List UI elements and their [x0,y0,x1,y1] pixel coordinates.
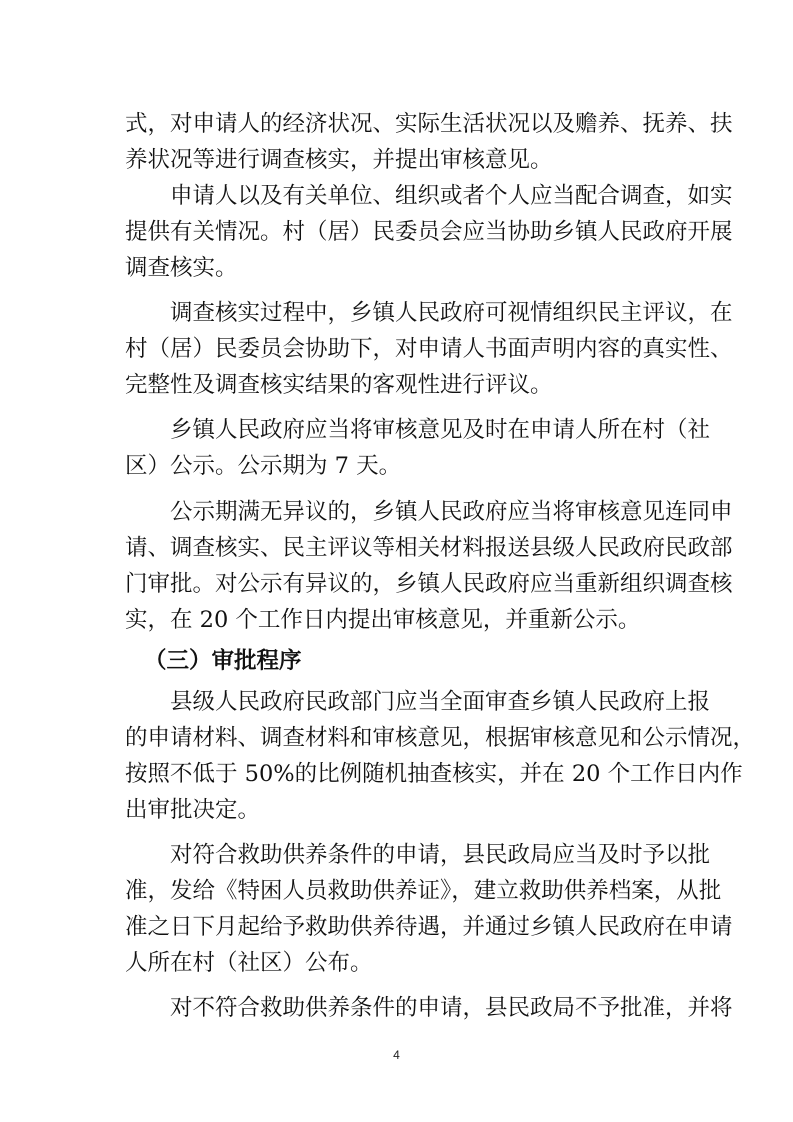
page-number: 4 [393,1048,400,1062]
body-line: 门审批。对公示有异议的，乡镇人民政府应当重新组织调查核 [125,571,733,597]
paragraph-first-line: 对符合救助供养条件的申请，县民政局应当及时予以批 [170,842,711,868]
body-line: 人所在村（社区）公布。 [125,950,373,976]
body-line: 请、调查核实、民主评议等相关材料报送县级人民政府民政部 [125,535,733,561]
body-line: 准之日下月起给予救助供养待遇，并通过乡镇人民政府在申请 [125,914,733,940]
section-heading: （三）审批程序 [144,648,302,674]
body-line: 准，发给《特困人员救助供养证》，建立救助供养档案，从批 [125,878,722,904]
body-line: 式，对申请人的经济状况、实际生活状况以及赡养、抚养、扶 [125,111,733,137]
body-line: 的申请材料、调查材料和审核意见，根据审核意见和公示情况， [125,725,756,751]
body-line: 调查核实。 [125,255,238,281]
body-line: 完整性及调查核实结果的客观性进行评议。 [125,372,553,398]
paragraph-first-line: 公示期满无异议的，乡镇人民政府应当将审核意见连同申 [170,499,733,525]
paragraph-first-line: 乡镇人民政府应当将审核意见及时在申请人所在村（社 [170,417,711,443]
body-line: 出审批决定。 [125,797,261,823]
paragraph-first-line: 调查核实过程中，乡镇人民政府可视情组织民主评议，在 [170,300,733,326]
paragraph-first-line: 县级人民政府民政部门应当全面审查乡镇人民政府上报 [170,689,711,715]
body-line: 区）公示。公示期为 7 天。 [125,453,402,479]
body-line: 按照不低于 50%的比例随机抽查核实，并在 20 个工作日内作 [125,761,743,787]
body-line: 村（居）民委员会协助下，对申请人书面声明内容的真实性、 [125,336,733,362]
paragraph-first-line: 对不符合救助供养条件的申请，县民政局不予批准，并将 [170,995,733,1021]
body-line: 养状况等进行调查核实，并提出审核意见。 [125,147,553,173]
body-line: 实，在 20 个工作日内提出审核意见，并重新公示。 [125,607,641,633]
body-line: 提供有关情况。村（居）民委员会应当协助乡镇人民政府开展 [125,219,733,245]
paragraph-first-line: 申请人以及有关单位、组织或者个人应当配合调查，如实 [170,183,733,209]
